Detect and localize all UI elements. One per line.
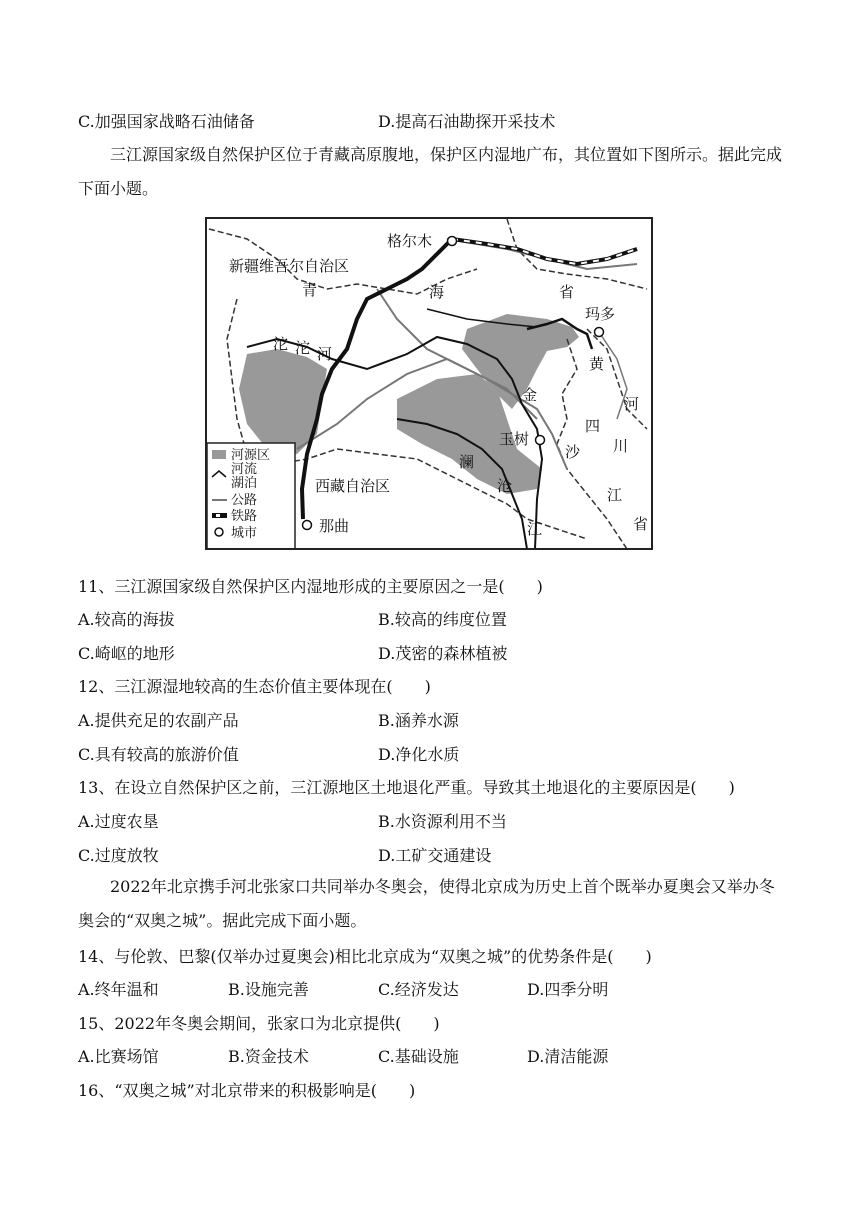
label-sha: 沙 — [565, 443, 581, 461]
city-naqu — [303, 521, 312, 530]
label-jin: 金 — [522, 386, 538, 404]
map-legend — [207, 443, 295, 550]
q13-option-a: A.过度农垦 — [78, 812, 159, 831]
q14-option-c: C.经济发达 — [378, 980, 459, 999]
q12-option-a: A.提供充足的农副产品 — [78, 711, 239, 730]
sanjiangyuan-map — [205, 217, 653, 550]
map-svg — [207, 219, 653, 550]
label-he-2: 河 — [624, 395, 640, 413]
label-xizang: 西藏自治区 — [315, 477, 391, 495]
q15-stem: 15、2022年冬奥会期间，张家口为北京提供( ) — [78, 1014, 440, 1033]
q12-option-c: C.具有较高的旅游价值 — [78, 745, 239, 764]
q13-option-d: D.工矿交通建设 — [378, 846, 492, 865]
intro-paragraph-1: 三江源国家级自然保护区位于青藏高原腹地，保护区内湿地广布，其位置如下图所示。据此完成下面小题。 — [78, 145, 783, 198]
legend-road: 公路 — [231, 493, 258, 508]
q11-option-a: A.较高的海拔 — [78, 610, 175, 629]
label-jiang-2: 江 — [527, 520, 543, 538]
q13-option-c: C.过度放牧 — [78, 846, 159, 865]
city-golmud — [448, 237, 457, 246]
label-qing: 青 — [302, 281, 318, 299]
label-golmud: 格尔木 — [387, 232, 433, 250]
q14-option-a: A.终年温和 — [78, 980, 159, 999]
label-maduo: 玛多 — [585, 305, 616, 323]
label-cang: 沧 — [497, 477, 513, 495]
q15-option-d: D.清洁能源 — [527, 1047, 609, 1066]
option-d: D.提高石油勘探开采技术 — [378, 112, 556, 131]
label-huang: 黄 — [589, 355, 605, 373]
q15-option-a: A.比赛场馆 — [78, 1047, 159, 1066]
legend-source: 河源区 — [231, 448, 271, 463]
q16-stem: 16、“双奥之城”对北京带来的积极影响是( ) — [78, 1081, 416, 1100]
q12-option-b: B.涵养水源 — [378, 711, 459, 730]
label-tuotuo-2: 沱 — [295, 339, 311, 357]
legend-river: 河流 — [231, 462, 258, 477]
legend-lake: 湖泊 — [231, 476, 258, 491]
label-naqu: 那曲 — [319, 517, 350, 535]
q15-option-c: C.基础设施 — [378, 1047, 459, 1066]
q12-stem: 12、三江源湿地较高的生态价值主要体现在( ) — [78, 677, 431, 696]
q14-option-b: B.设施完善 — [228, 980, 309, 999]
q11-option-c: C.崎岖的地形 — [78, 644, 175, 663]
legend-rail: 铁路 — [231, 509, 258, 524]
city-maduo — [595, 328, 604, 337]
option-c: C.加强国家战略石油储备 — [78, 112, 255, 131]
q12-option-d: D.净化水质 — [378, 745, 460, 764]
label-si: 四 — [585, 417, 601, 435]
label-yushu: 玉树 — [499, 430, 530, 448]
label-he-1: 河 — [317, 345, 333, 363]
legend-city: 城市 — [231, 526, 258, 541]
label-sheng-2: 省 — [633, 515, 649, 533]
q15-option-b: B.资金技术 — [228, 1047, 309, 1066]
label-sheng: 省 — [559, 283, 575, 301]
q13-stem: 13、在设立自然保护区之前，三江源地区土地退化严重。导致其土地退化的主要原因是( ) — [78, 778, 735, 797]
label-xinjiang: 新疆维吾尔自治区 — [229, 257, 350, 275]
q13-option-b: B.水资源利用不当 — [378, 812, 507, 831]
q11-option-b: B.较高的纬度位置 — [378, 610, 507, 629]
label-jiang-1: 江 — [607, 486, 623, 504]
label-tuotuo-1: 沱 — [273, 335, 289, 353]
q14-option-d: D.四季分明 — [527, 980, 609, 999]
city-yushu — [536, 436, 545, 445]
q11-stem: 11、三江源国家级自然保护区内湿地形成的主要原因之一是( ) — [78, 577, 543, 596]
label-chuan: 川 — [613, 437, 629, 455]
label-lan: 澜 — [459, 453, 475, 471]
intro-paragraph-2: 2022年北京携手河北张家口共同举办冬奥会，使得北京成为历史上首个既举办夏奥会又举办冬奥会的“双奥之城”。据此完成下面小题。 — [78, 877, 775, 930]
q14-stem: 14、与伦敦、巴黎(仅举办过夏奥会)相比北京成为“双奥之城”的优势条件是( ) — [78, 947, 652, 966]
label-hai: 海 — [429, 283, 445, 301]
q11-option-d: D.茂密的森林植被 — [378, 644, 508, 663]
